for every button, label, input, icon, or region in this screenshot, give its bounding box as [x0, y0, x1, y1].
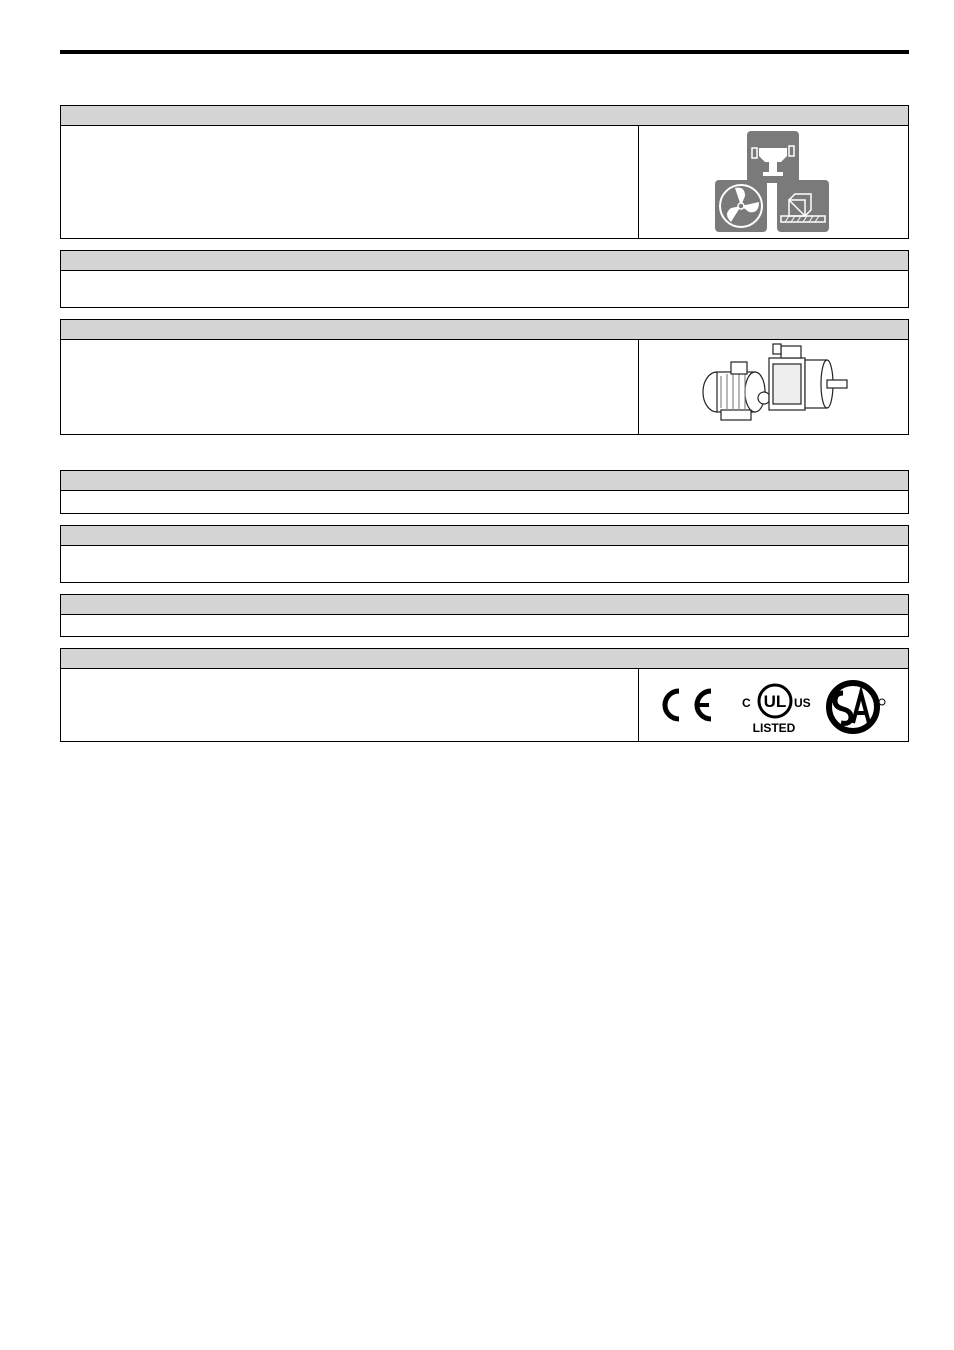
- panel-1: [60, 105, 909, 239]
- fan-icon: [715, 180, 767, 232]
- panel-6: [60, 594, 909, 637]
- motors-illustration: [638, 340, 908, 434]
- ce-mark-icon: [665, 691, 711, 719]
- panel-5: [60, 525, 909, 583]
- ul-listed-text: LISTED: [752, 721, 796, 735]
- panel-7: [60, 648, 909, 742]
- panel-heading: [61, 251, 908, 271]
- panel-4: [60, 470, 909, 514]
- panel-heading: [61, 320, 908, 340]
- ul-c-text: C: [742, 696, 751, 710]
- application-icons: [638, 126, 908, 238]
- panel-heading: [61, 526, 908, 546]
- panel-heading: [61, 106, 908, 126]
- servo-motor-icon: [769, 344, 847, 410]
- certification-marks: [638, 669, 908, 741]
- panel-heading: [61, 649, 908, 669]
- grinder-icon: [747, 131, 799, 183]
- ul-mark-text: UL: [763, 692, 787, 711]
- panel-heading: [61, 471, 908, 491]
- top-rule: [60, 50, 909, 54]
- ul-listed-mark-icon: [742, 685, 811, 735]
- conveyor-icon: [777, 180, 829, 232]
- ul-us-text: US: [794, 696, 811, 710]
- panel-3: [60, 319, 909, 435]
- panel-heading: [61, 595, 908, 615]
- panel-2: [60, 250, 909, 308]
- csa-mark-icon: [829, 683, 885, 731]
